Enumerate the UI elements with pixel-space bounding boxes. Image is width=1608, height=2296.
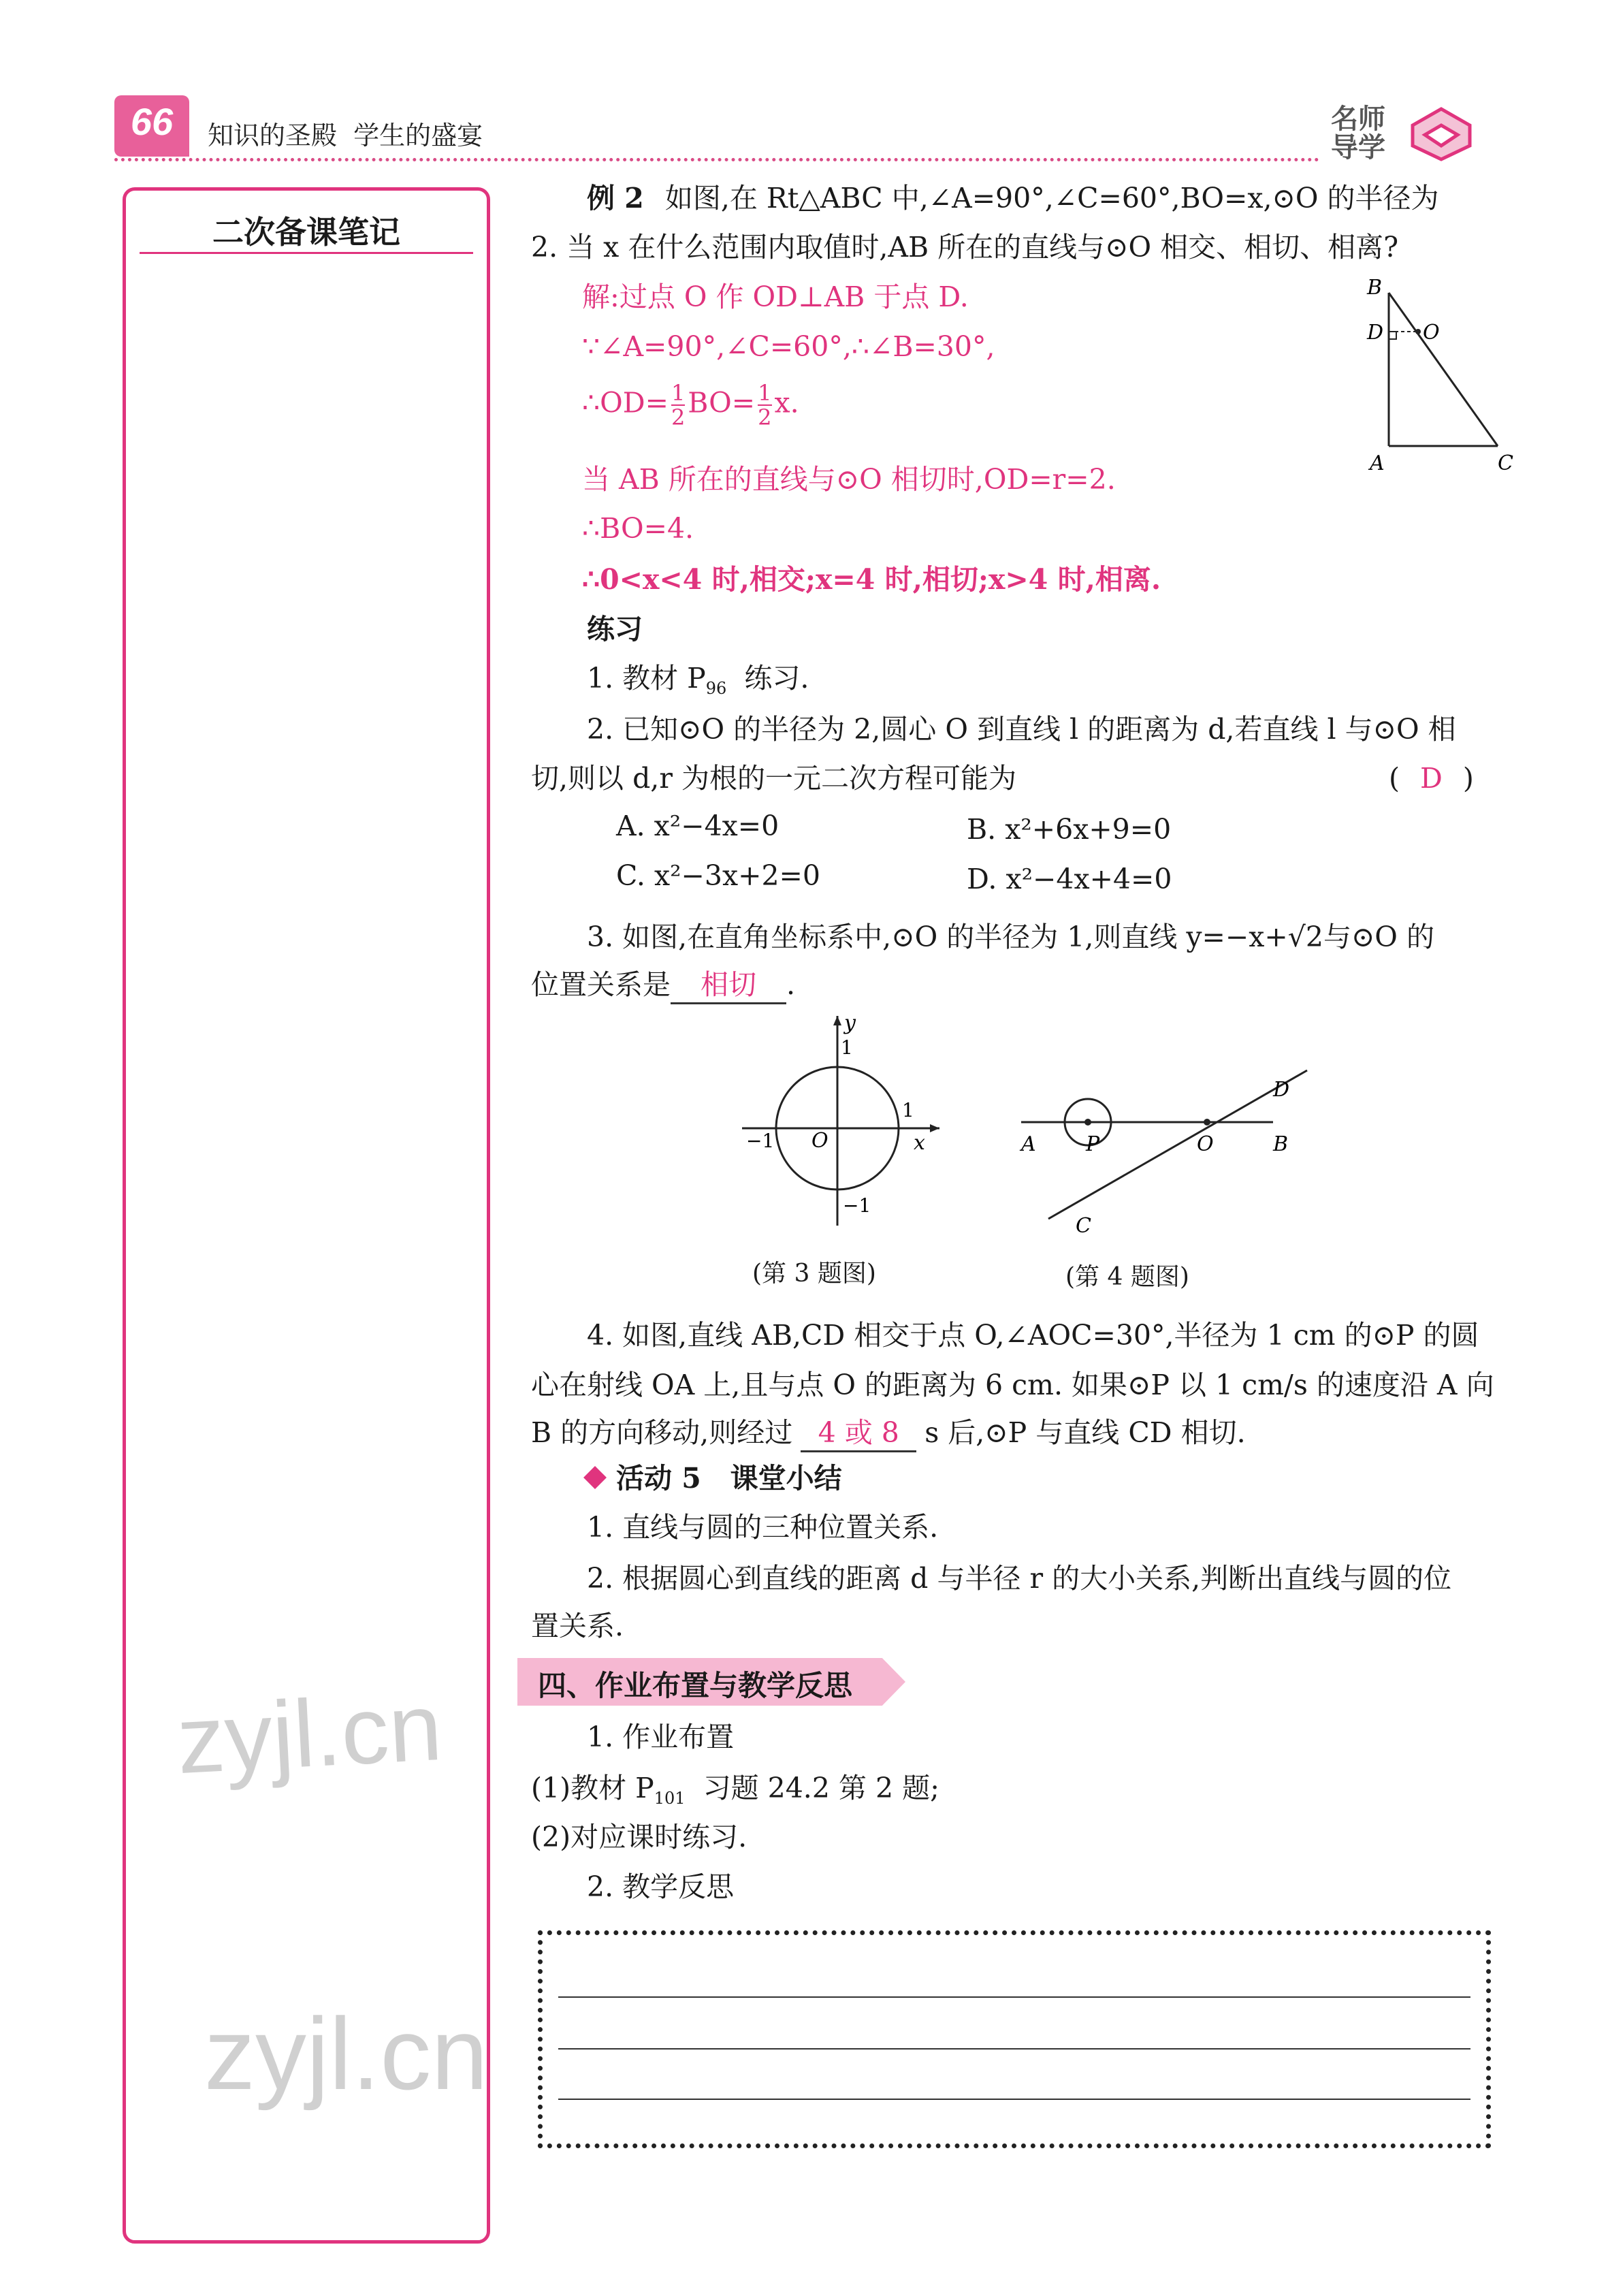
svg-text:O: O — [811, 1129, 829, 1153]
svg-text:A: A — [1021, 1132, 1036, 1156]
solution-line-6: ∴0<x<4 时,相交;x=4 时,相切;x>4 时,相离. — [582, 563, 1161, 596]
fig-label-A: A — [1370, 451, 1385, 475]
brand-emblem-icon — [1407, 105, 1475, 162]
page-number: 66 — [130, 100, 174, 143]
svg-text:O: O — [1197, 1132, 1214, 1156]
fig-label-B: B — [1367, 279, 1383, 300]
option-b: B. x²+6x+9=0 — [967, 813, 1172, 846]
section4-title: 四、作业布置与教学反思 — [538, 1669, 853, 1702]
solution-3-rhs: x. — [774, 386, 799, 419]
solution-line-1: 解:过点 O 作 OD⊥AB 于点 D. — [582, 281, 969, 313]
q3-answer: 相切 — [671, 967, 786, 1004]
svg-text:1: 1 — [902, 1099, 914, 1121]
watermark-2b: zyjl.cn — [204, 1996, 488, 2111]
watermark-1: zyjl.cn — [174, 1672, 445, 1794]
header-slogan: 知识的圣殿 学生的盛宴 — [208, 121, 483, 150]
practice-q2-answer: ( D ) — [1389, 762, 1474, 795]
reflection-box — [538, 1930, 1491, 2148]
diamond-bullet-icon — [583, 1466, 607, 1489]
figure-4 — [1014, 1062, 1314, 1239]
q2-answer: D — [1420, 762, 1443, 795]
reflection-line-2[interactable] — [558, 2048, 1470, 2050]
example2-question-2: 2. 当 x 在什么范围内取值时,AB 所在的直线与⊙O 相交、相切、相离? — [531, 231, 1399, 264]
practice-q2-line2: 切,则以 d,r 为根的一元二次方程可能为 — [531, 762, 1016, 795]
fig-label-C: C — [1498, 451, 1513, 475]
solution-line-5: ∴BO=4. — [582, 512, 694, 545]
solution-line-3 — [582, 381, 799, 429]
solution-line-4: 当 AB 所在的直线与⊙O 相切时,OD=r=2. — [582, 463, 1116, 496]
practice-q4-line2: 心在射线 OA 上,且与点 O 的距离为 6 cm. 如果⊙P 以 1 cm/s 的速度沿 A 向 — [531, 1369, 1494, 1401]
option-a: A. x²−4x=0 — [616, 810, 779, 842]
example2-question-1: 如图,在 Rt△ABC 中,∠A=90°,∠C=60°,BO=x,⊙O 的半径为 — [664, 182, 1439, 214]
fraction-half-1: $\frac{1}{2}$ — [671, 380, 686, 430]
reflection-title: 2. 教学反思 — [587, 1870, 735, 1903]
fraction-half-2: $\frac{1}{2}$ — [758, 380, 772, 430]
svg-text:y: y — [844, 1011, 856, 1035]
fig-label-D: D — [1367, 321, 1384, 345]
triangle-figure — [1362, 279, 1518, 477]
activity5-item1: 1. 直线与圆的三种位置关系. — [587, 1511, 939, 1544]
practice-title: 练习 — [587, 613, 643, 645]
practice-q1: 1. 教材 $P_{96}$ 练习. — [587, 662, 809, 699]
svg-text:1: 1 — [841, 1036, 853, 1059]
svg-text:C: C — [1076, 1214, 1091, 1238]
figure-3 — [735, 1008, 953, 1232]
sidebar-title-rule — [140, 252, 473, 254]
svg-text:D: D — [1273, 1078, 1290, 1102]
svg-text:−1: −1 — [746, 1130, 775, 1152]
practice-q4-line3: B 的方向移动,则经过 4 或 8 s 后,⊙P 与直线 CD 相切. — [531, 1415, 1246, 1452]
header-dotted-rule — [114, 158, 1319, 161]
fig-label-O: O — [1423, 321, 1440, 345]
activity5-title: 活动 5 课堂小结 — [616, 1462, 842, 1495]
brand-logo — [1331, 102, 1481, 165]
homework-item1: (1)教材 $P_{101}$ 习题 24.2 第 2 题; — [531, 1772, 939, 1808]
example2-label: 例 2 — [587, 182, 644, 214]
practice-q2-line1: 2. 已知⊙O 的半径为 2,圆心 O 到直线 l 的距离为 d,若直线 l 与⊙O 相 — [587, 713, 1456, 746]
solution-3-lhs: ∴OD= — [582, 386, 669, 419]
fig3-caption: (第 3 题图) — [752, 1260, 876, 1288]
option-d: D. x²−4x+4=0 — [967, 863, 1172, 895]
svg-text:x: x — [914, 1131, 925, 1155]
practice-q3-line2: 位置关系是 相切 . — [531, 967, 795, 1004]
svg-text:P: P — [1086, 1132, 1100, 1156]
reflection-line-3[interactable] — [558, 2099, 1470, 2100]
practice-q4-line1: 4. 如图,直线 AB,CD 相交于点 O,∠AOC=30°,半径为 1 cm 的⊙P 的圆 — [587, 1319, 1479, 1352]
homework-title: 1. 作业布置 — [587, 1721, 735, 1753]
activity5-item2-line1: 2. 根据圆心到直线的距离 d 与半径 r 的大小关系,判断出直线与圆的位 — [587, 1562, 1452, 1595]
sidebar-title: 二次备课笔记 — [212, 214, 400, 251]
notes-sidebar — [123, 187, 490, 2244]
reflection-line-1[interactable] — [558, 1996, 1470, 1998]
solution-line-2: ∵∠A=90°,∠C=60°,∴∠B=30°, — [582, 330, 995, 363]
svg-text:B: B — [1273, 1132, 1289, 1156]
fig4-caption: (第 4 题图) — [1065, 1263, 1189, 1291]
homework-item2: (2)对应课时练习. — [531, 1821, 747, 1853]
example2-line1 — [587, 180, 1439, 216]
q4-answer: 4 或 8 — [801, 1415, 916, 1452]
brand-text: 名师导学 — [1331, 104, 1385, 163]
option-c: C. x²−3x+2=0 — [616, 859, 820, 892]
solution-3-mid: BO= — [688, 386, 756, 419]
svg-text:−1: −1 — [843, 1194, 871, 1217]
activity5-item2-line2: 置关系. — [531, 1610, 624, 1642]
practice-q3-line1: 3. 如图,在直角坐标系中,⊙O 的半径为 1,则直线 y=−x+√2与⊙O 的 — [587, 921, 1434, 953]
